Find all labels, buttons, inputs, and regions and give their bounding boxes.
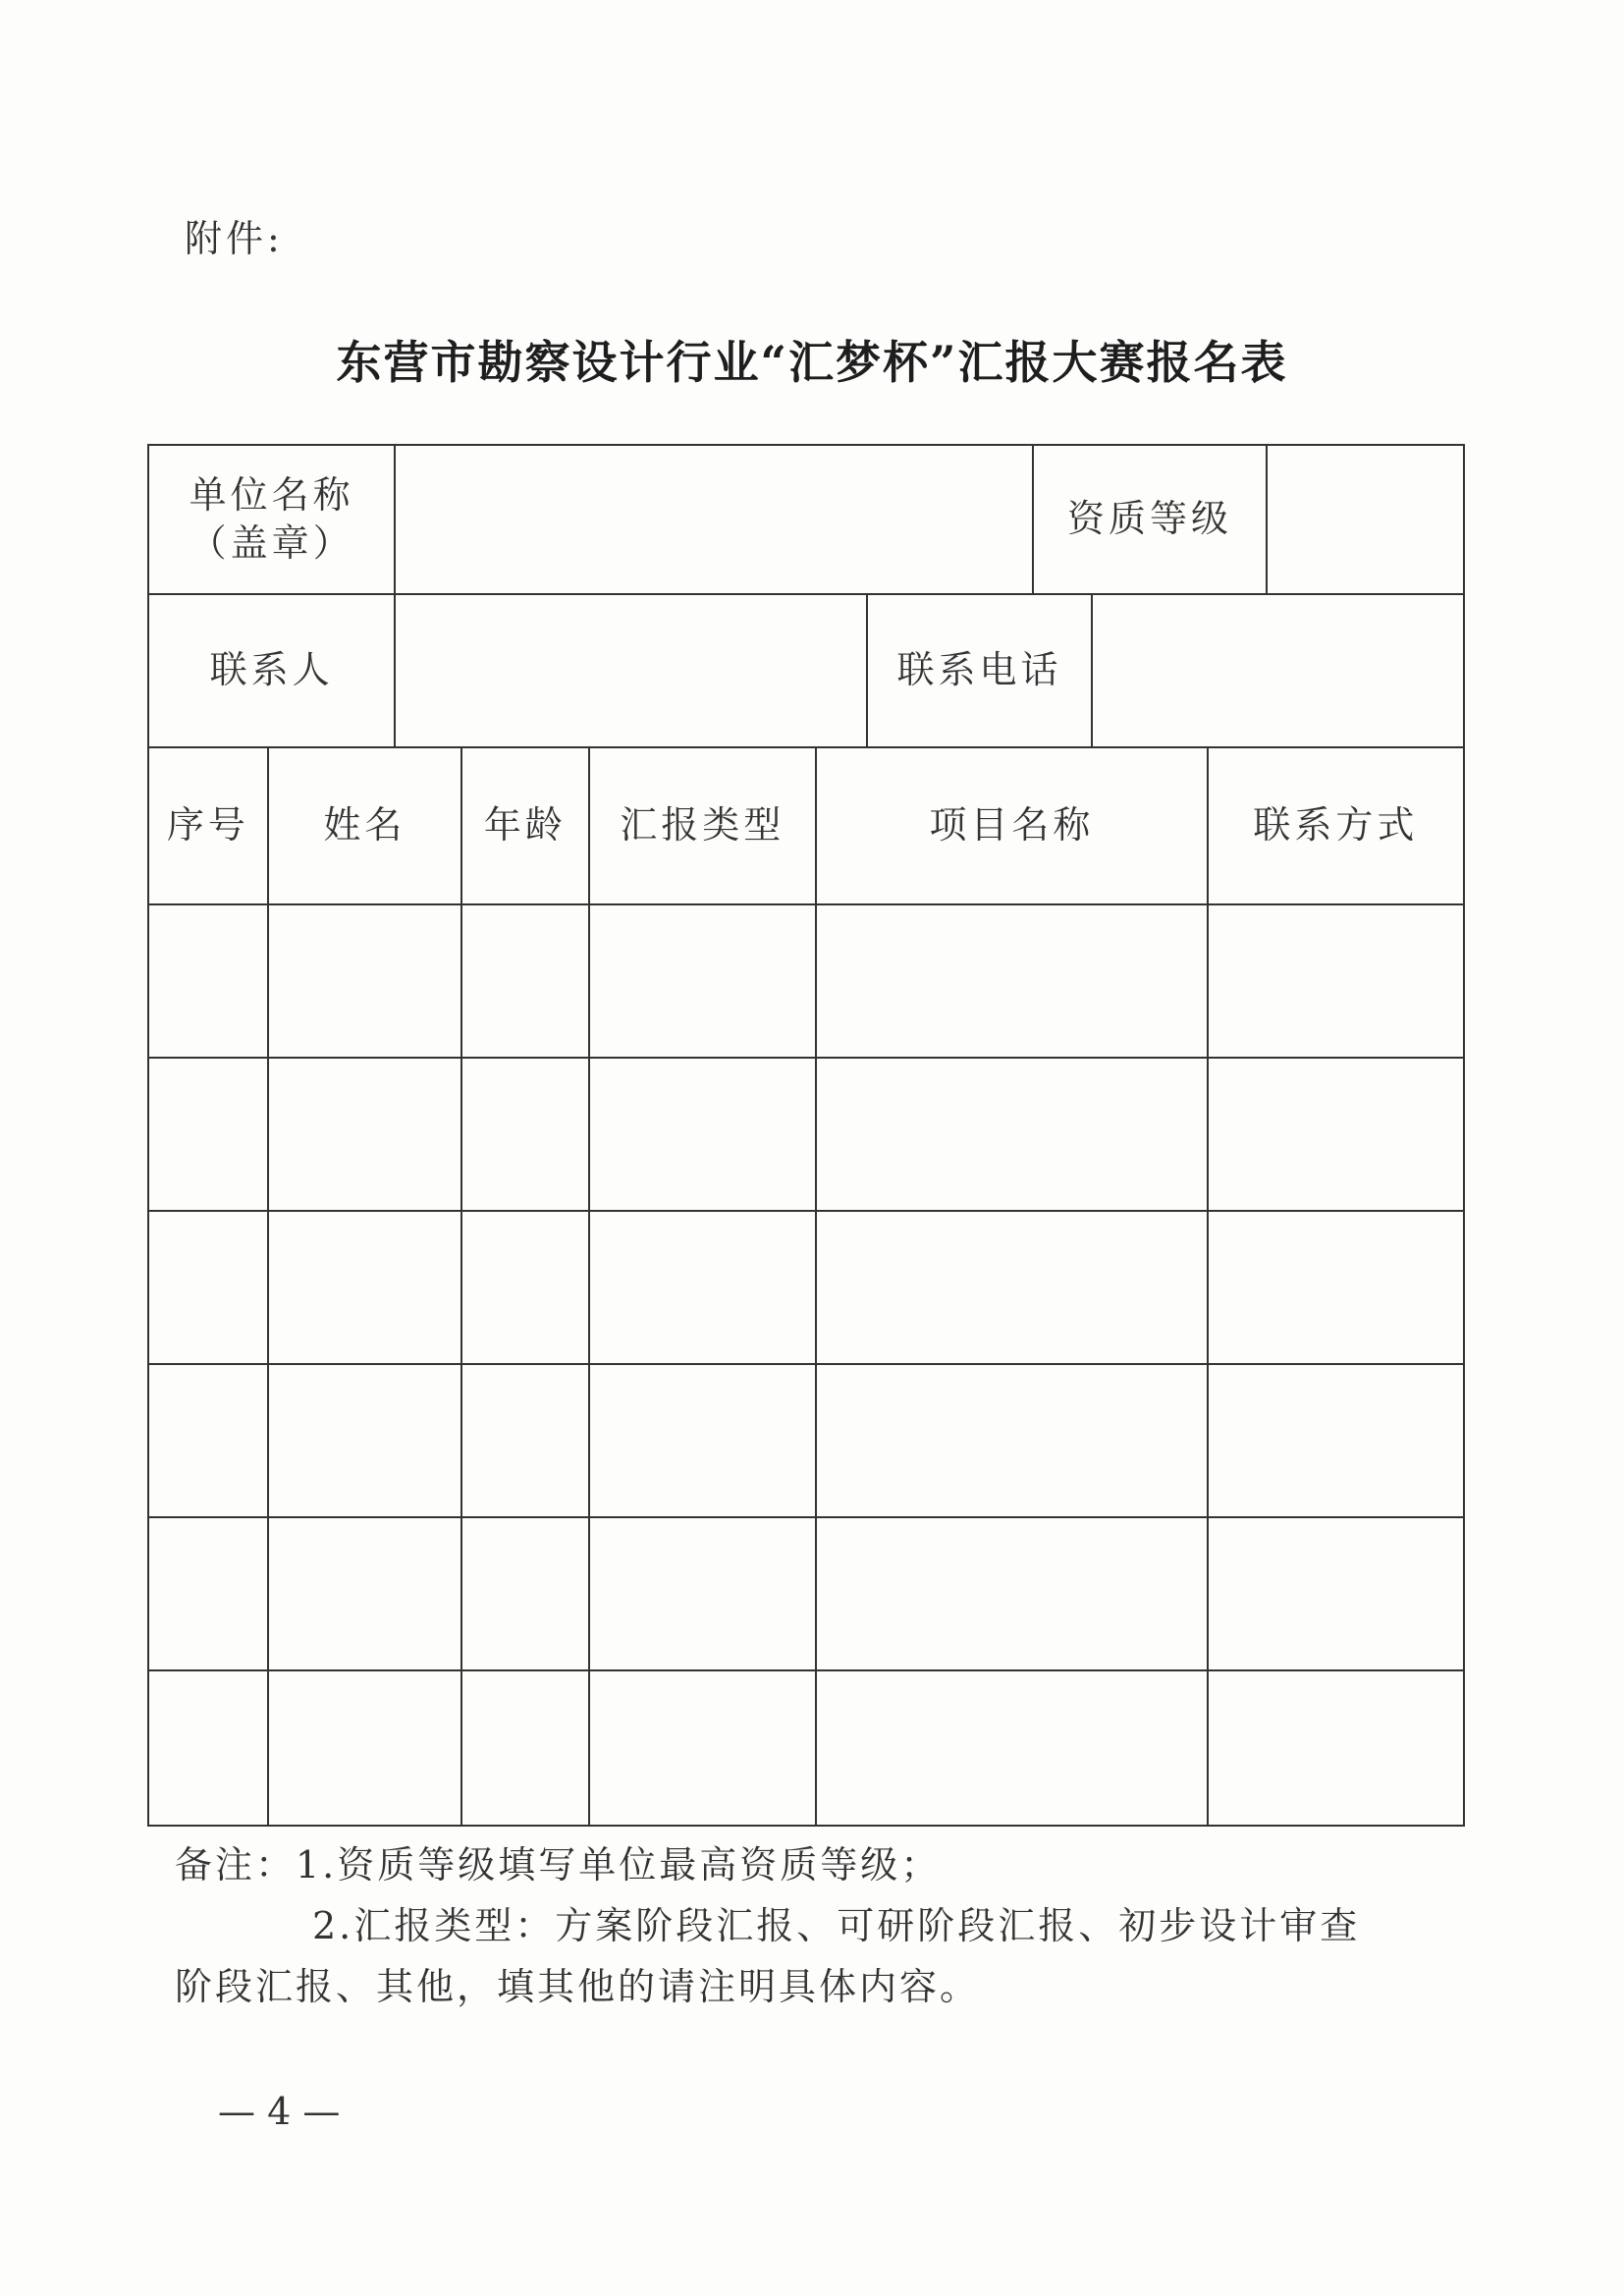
table-row xyxy=(149,1212,1463,1365)
qualification-label: 资质等级 xyxy=(1034,446,1267,593)
table-row xyxy=(149,905,1463,1059)
table-cell[interactable] xyxy=(149,1365,269,1516)
table-header-row xyxy=(149,748,1463,905)
table-cell[interactable] xyxy=(462,1059,590,1210)
unit-name-label-line1: 单位名称 xyxy=(189,472,354,517)
column-header-name: 姓名 xyxy=(269,748,462,903)
column-header-age: 年龄 xyxy=(462,748,590,903)
page-number: — 4 — xyxy=(218,2090,341,2133)
table-cell[interactable] xyxy=(462,1671,590,1825)
unit-name-label xyxy=(149,446,396,593)
table-cell[interactable] xyxy=(817,905,1209,1057)
column-header-contact-method: 联系方式 xyxy=(1253,803,1419,847)
contact-person-field[interactable] xyxy=(396,595,868,746)
table-cell[interactable] xyxy=(590,1518,817,1669)
unit-name-label-line2: （盖章） xyxy=(189,521,354,565)
table-cell[interactable] xyxy=(149,905,269,1057)
table-cell[interactable] xyxy=(269,1518,462,1669)
note-line-3: 阶段汇报、其他，填其他的请注明具体内容。 xyxy=(175,1965,981,2008)
table-cell[interactable] xyxy=(269,905,462,1057)
table-cell[interactable] xyxy=(269,1212,462,1363)
table-cell[interactable] xyxy=(269,1365,462,1516)
unit-row xyxy=(149,446,1463,595)
table-cell[interactable] xyxy=(462,905,590,1057)
table-cell[interactable] xyxy=(149,1518,269,1669)
table-cell[interactable] xyxy=(590,1212,817,1363)
column-header-project-name: 项目名称 xyxy=(817,748,1209,903)
table-cell[interactable] xyxy=(269,1059,462,1210)
table-cell[interactable] xyxy=(1209,1212,1463,1363)
unit-name-field[interactable] xyxy=(396,446,1034,593)
table-cell[interactable] xyxy=(1209,1059,1463,1210)
table-cell[interactable] xyxy=(1209,1518,1463,1669)
attachment-label: 附件: xyxy=(185,217,284,260)
table-cell[interactable] xyxy=(590,905,817,1057)
contact-phone-label: 联系电话 xyxy=(868,595,1093,746)
page-title: 东营市勘察设计行业“汇梦杯”汇报大赛报名表 xyxy=(336,336,1288,389)
table-cell[interactable] xyxy=(1209,905,1463,1057)
registration-form-table xyxy=(147,444,1465,1827)
table-cell[interactable] xyxy=(817,1059,1209,1210)
table-row xyxy=(149,1518,1463,1671)
table-cell[interactable] xyxy=(817,1212,1209,1363)
qualification-field[interactable] xyxy=(1268,446,1463,593)
table-cell[interactable] xyxy=(1209,1671,1463,1825)
table-row xyxy=(149,1671,1463,1825)
column-header-report-type: 汇报类型 xyxy=(590,748,817,903)
contact-person-label: 联系人 xyxy=(149,595,396,746)
table-cell[interactable] xyxy=(817,1365,1209,1516)
table-cell[interactable] xyxy=(462,1365,590,1516)
note-line-2: 2.汇报类型：方案阶段汇报、可研阶段汇报、初步设计审查 xyxy=(312,1904,1361,1947)
contact-row xyxy=(149,595,1463,748)
table-cell[interactable] xyxy=(149,1671,269,1825)
table-cell[interactable] xyxy=(590,1671,817,1825)
table-cell[interactable] xyxy=(590,1365,817,1516)
table-row xyxy=(149,1059,1463,1212)
note-line-1: 备注：1.资质等级填写单位最高资质等级； xyxy=(175,1843,942,1886)
table-cell[interactable] xyxy=(149,1059,269,1210)
table-cell[interactable] xyxy=(462,1518,590,1669)
table-cell[interactable] xyxy=(817,1671,1209,1825)
table-cell[interactable] xyxy=(590,1059,817,1210)
table-cell[interactable] xyxy=(269,1671,462,1825)
column-header-number: 序号 xyxy=(149,748,269,903)
table-cell[interactable] xyxy=(817,1518,1209,1669)
table-row xyxy=(149,1365,1463,1518)
notes-section xyxy=(175,1834,1451,2017)
table-cell[interactable] xyxy=(149,1212,269,1363)
table-cell[interactable] xyxy=(1209,1365,1463,1516)
contact-phone-field[interactable] xyxy=(1093,595,1463,746)
table-cell[interactable] xyxy=(462,1212,590,1363)
